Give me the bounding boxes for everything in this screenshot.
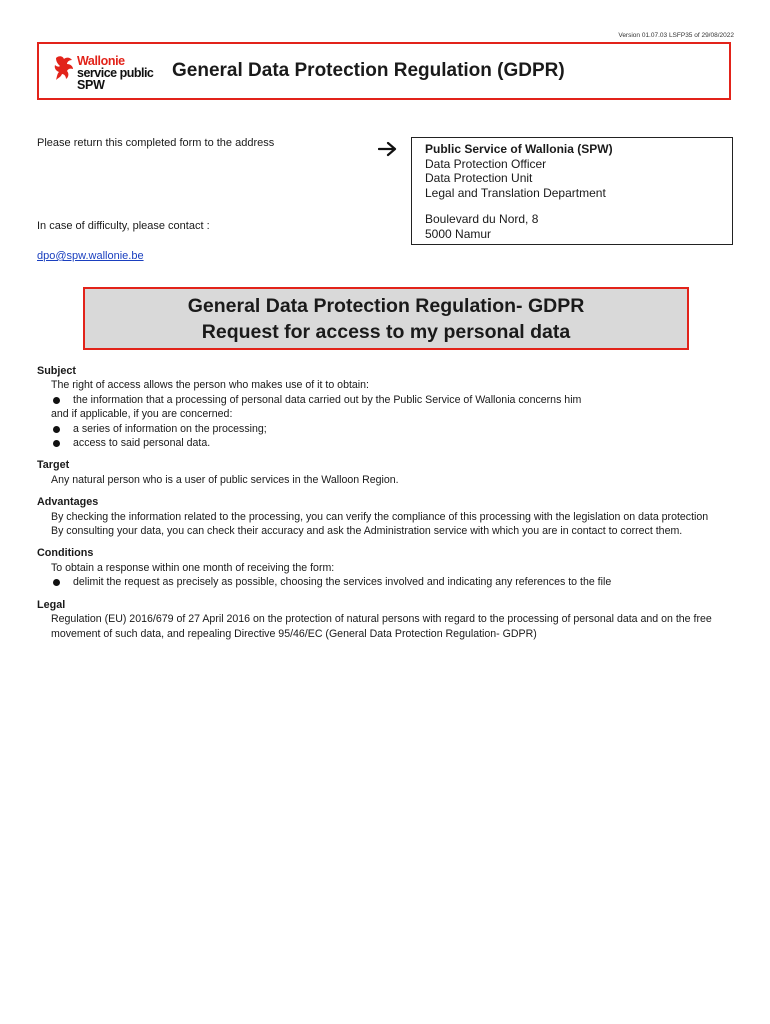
page-header — [37, 42, 731, 100]
address-street: Boulevard du Nord, 8 — [425, 212, 539, 226]
address-box — [411, 137, 733, 245]
form-content — [37, 364, 737, 649]
address-line: Data Protection Officer — [425, 156, 547, 171]
target-section — [37, 458, 737, 487]
subject-section — [37, 364, 737, 450]
return-instruction: Please return this completed form to the address — [37, 137, 275, 149]
bullet-item: access to said personal data. — [37, 436, 737, 450]
right-arrow-icon — [378, 141, 398, 157]
section-text: By consulting your data, you can check their accuracy and ask the Administration service with which you are in contact to correct them. — [51, 525, 683, 538]
rooster-logo-icon — [53, 54, 75, 84]
contact-email-link[interactable]: dpo@spw.wallonie.be — [37, 250, 144, 262]
legal-section — [37, 598, 737, 641]
address-line: Legal and Translation Department — [425, 185, 606, 200]
section-text: To obtain a response within one month of receiving the form: — [51, 561, 335, 574]
section-heading: Subject — [37, 365, 76, 377]
contact-instruction: In case of difficulty, please contact : — [37, 220, 210, 232]
section-text: The right of access allows the person who makes use of it to obtain: — [51, 379, 369, 392]
form-title-line1: General Data Protection Regulation- GDPR — [187, 295, 585, 317]
address-organization: Public Service of Wallonia (SPW) — [425, 142, 613, 156]
bullet-item: a series of information on the processing; — [37, 422, 737, 436]
section-heading: Conditions — [37, 547, 94, 560]
section-text: By checking the information related to the processing, you can verify the compliance of this processing with the legislation on data protection — [51, 510, 709, 523]
section-heading: Advantages — [37, 496, 99, 509]
advantages-section — [37, 495, 737, 538]
section-heading: Legal — [37, 598, 66, 611]
section-heading: Target — [37, 459, 70, 472]
bullet-item: the information that a processing of personal data carried out by the Public Service of Wallonia concerns him — [37, 393, 737, 407]
version-label: Version 01.07.03 LSFP35 of 29/08/2022 — [618, 32, 734, 39]
header-title: General Data Protection Regulation (GDPR) — [172, 60, 565, 81]
section-text: Any natural person who is a user of public services in the Walloon Region. — [51, 473, 399, 486]
section-text: Regulation (EU) 2016/679 of 27 April 2016 on the protection of natural persons with regard to the processing of personal data and on the free movement of such data, and repealing Directive 95/46/EC (General Data Protection Regulation- GDPR) — [51, 613, 712, 640]
bullet-item: delimit the request as precisely as possible, choosing the services involved and indicating any references to the file — [37, 575, 737, 589]
section-text: and if applicable, if you are concerned: — [51, 408, 233, 421]
address-line: Data Protection Unit — [425, 171, 533, 185]
form-title-box — [83, 287, 689, 350]
spw-logo — [53, 54, 163, 94]
logo-wallonie-text: Wallonie — [77, 54, 125, 68]
logo-spw-text: SPW — [77, 78, 105, 92]
logo-service-public-text: service public — [77, 66, 154, 80]
form-title-line2: Request for access to my personal data — [201, 321, 571, 343]
conditions-section — [37, 546, 737, 589]
address-city: 5000 Namur — [425, 226, 492, 241]
